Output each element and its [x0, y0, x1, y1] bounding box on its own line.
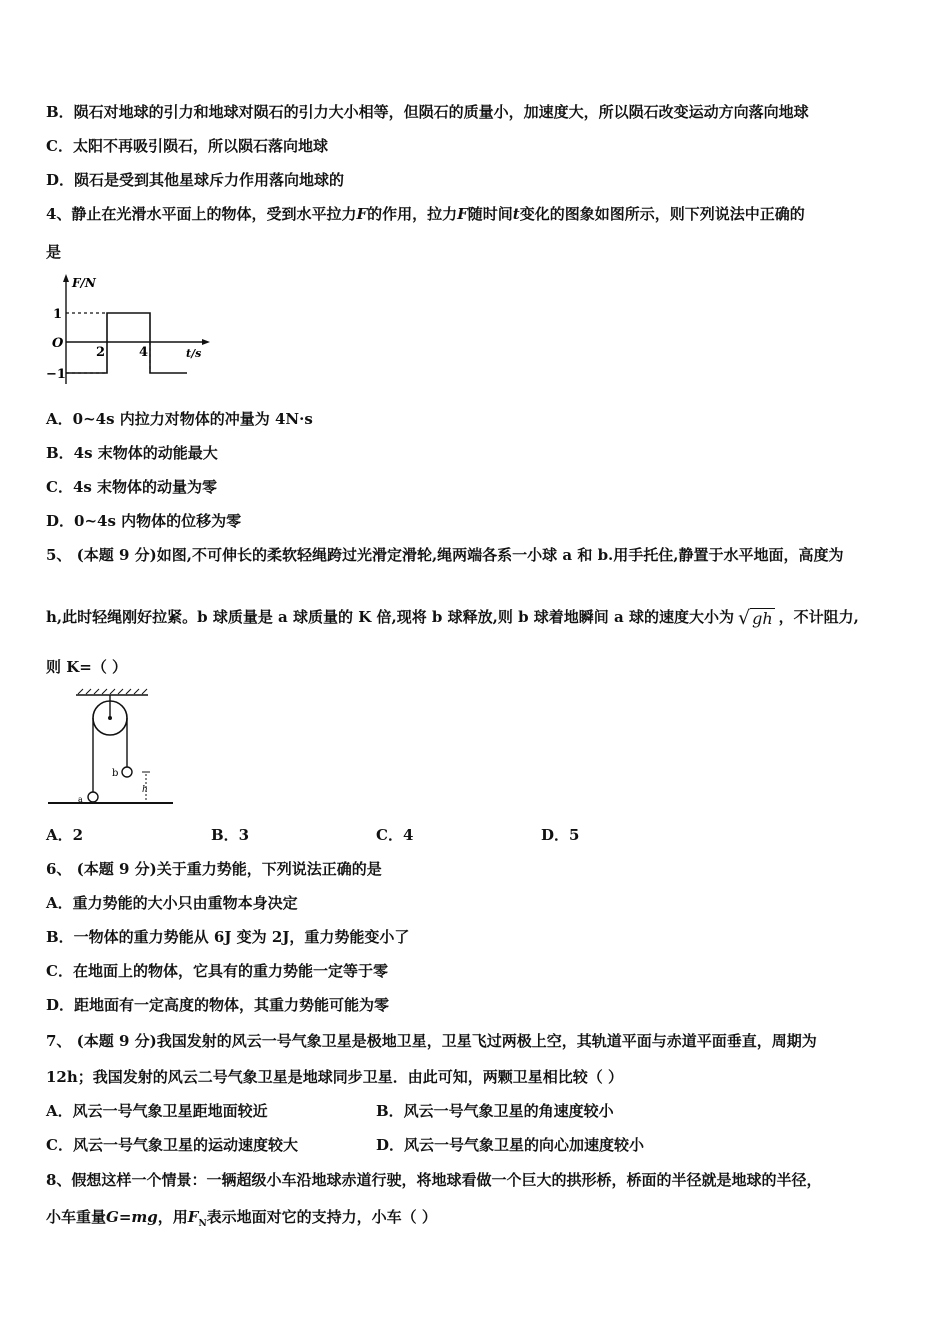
q7-stem-line2: 12h；我国发射的风云二号气象卫星是地球同步卫星．由此可知，两颗卫星相比较（ ） — [46, 1068, 624, 1086]
q4-stem-line1 — [46, 204, 805, 224]
tick-label-y-neg: −1 — [46, 367, 66, 382]
q4-stem-d: 变化的图象如图所示，则下列说法中正确的 — [519, 205, 805, 223]
q6-option-c: C．在地面上的物体，它具有的重力势能一定等于零 — [46, 962, 388, 980]
tick-label-x-4: 4 — [139, 345, 149, 360]
label-b: b — [112, 768, 119, 779]
sqrt-expression — [738, 608, 775, 629]
q5-stem-line2-b: ，不计阻力, — [778, 608, 859, 626]
q7-option-a: A．风云一号气象卫星距地面较近 — [46, 1102, 268, 1120]
q5-stem-line1: 5、 (本题 9 分)如图,不可伸长的柔软轻绳跨过光滑定滑轮,绳两端各系一小球 a 和 b.用手托住,静置于水平地面，高度为 — [46, 546, 844, 564]
q8-stem-line2 — [46, 1207, 437, 1234]
q3-option-d: D．陨石是受到其他星球斥力作用落向地球的 — [46, 171, 345, 189]
q4-var-f1: F — [356, 205, 368, 223]
q6-option-a: A．重力势能的大小只由重物本身决定 — [46, 894, 298, 912]
sqrt-radical-sign: √ — [737, 607, 751, 629]
q6-option-d: D．距地面有一定高度的物体，其重力势能可能为零 — [46, 996, 390, 1014]
q5-option-c: C．4 — [376, 826, 414, 844]
q3-option-c: C．太阳不再吸引陨石，所以陨石落向地球 — [46, 137, 328, 155]
q4-stem-a: 4、静止在光滑水平面上的物体，受到水平拉力 — [46, 205, 357, 223]
q7-option-c: C．风云一号气象卫星的运动速度较大 — [46, 1136, 298, 1154]
q4-option-d: D．0~4s 内物体的位移为零 — [46, 512, 242, 530]
q5-pulley-figure — [48, 688, 178, 810]
tick-label-y-pos: 1 — [53, 307, 63, 322]
pulley-axle — [108, 716, 112, 720]
label-h: h — [142, 785, 148, 795]
q4-option-b: B．4s 末物体的动能最大 — [46, 444, 218, 462]
q4-option-a: A．0~4s 内拉力对物体的冲量为 4N·s — [46, 410, 313, 428]
q8-stem-line2-b: ，用 — [157, 1208, 188, 1226]
x-axis-arrow — [202, 339, 210, 345]
q4-stem-b: 的作用，拉力 — [367, 205, 458, 223]
q5-option-d: D．5 — [541, 826, 580, 844]
q8-stem-line1: 8、假想这样一个情景：一辆超级小车沿地球赤道行驶，将地球看做一个巨大的拱形桥，桥面的半径就是地球的半径， — [46, 1171, 822, 1189]
q4-option-c: C．4s 末物体的动量为零 — [46, 478, 218, 496]
q4-force-time-graph — [44, 272, 214, 387]
q5-option-a: A．2 — [46, 826, 84, 844]
origin-label: O — [52, 336, 64, 351]
q8-fn-symbol: F — [187, 1208, 199, 1226]
q6-stem: 6、 (本题 9 分)关于重力势能，下列说法正确的是 — [46, 860, 382, 878]
x-axis-label: t/s — [186, 347, 202, 360]
q5-stem-line3: 则 K=（ ） — [46, 658, 128, 676]
y-axis-label: F/N — [72, 276, 96, 290]
force-curve — [66, 313, 187, 373]
q4-stem-line2: 是 — [46, 243, 62, 261]
q4-var-t: t — [512, 205, 520, 223]
y-axis-arrow — [63, 274, 69, 282]
q5-stem-line2-a: h,此时轻绳刚好拉紧。b 球质量是 a 球质量的 K 倍,现将 b 球释放,则 b 球着地瞬间 a 球的速度大小为 — [46, 608, 734, 626]
sqrt-radicand: gh — [752, 609, 773, 628]
ceiling-hatch — [78, 689, 147, 694]
q5-option-b: B．3 — [211, 826, 250, 844]
ball-b — [122, 767, 132, 777]
q8-stem-line2-a: 小车重量 — [46, 1208, 107, 1226]
ball-a — [88, 792, 98, 802]
q7-option-d: D．风云一号气象卫星的向心加速度较小 — [376, 1136, 645, 1154]
q4-stem-c: 随时间 — [467, 205, 513, 223]
q8-fn-subscript: N — [198, 1219, 207, 1229]
tick-label-x-2: 2 — [96, 345, 106, 360]
q8-stem-line2-c: 表示地面对它的支持力，小车（ ） — [206, 1208, 437, 1226]
q4-var-f2: F — [457, 205, 468, 223]
q7-stem-line1: 7、 (本题 9 分)我国发射的风云一号气象卫星是极地卫星，卫星飞过两极上空，其轨道平面与赤道平面垂直，周期为 — [46, 1032, 817, 1050]
q6-option-b: B．一物体的重力势能从 6J 变为 2J，重力势能变小了 — [46, 928, 410, 946]
q7-option-b: B．风云一号气象卫星的角速度较小 — [376, 1102, 614, 1120]
label-a: a — [78, 795, 83, 804]
q8-formula: G=mg — [106, 1208, 158, 1226]
q3-option-b: B．陨石对地球的引力和地球对陨石的引力大小相等，但陨石的质量小，加速度大，所以陨石改变运动方向落向地球 — [46, 103, 809, 121]
q5-stem-line2 — [46, 607, 859, 629]
